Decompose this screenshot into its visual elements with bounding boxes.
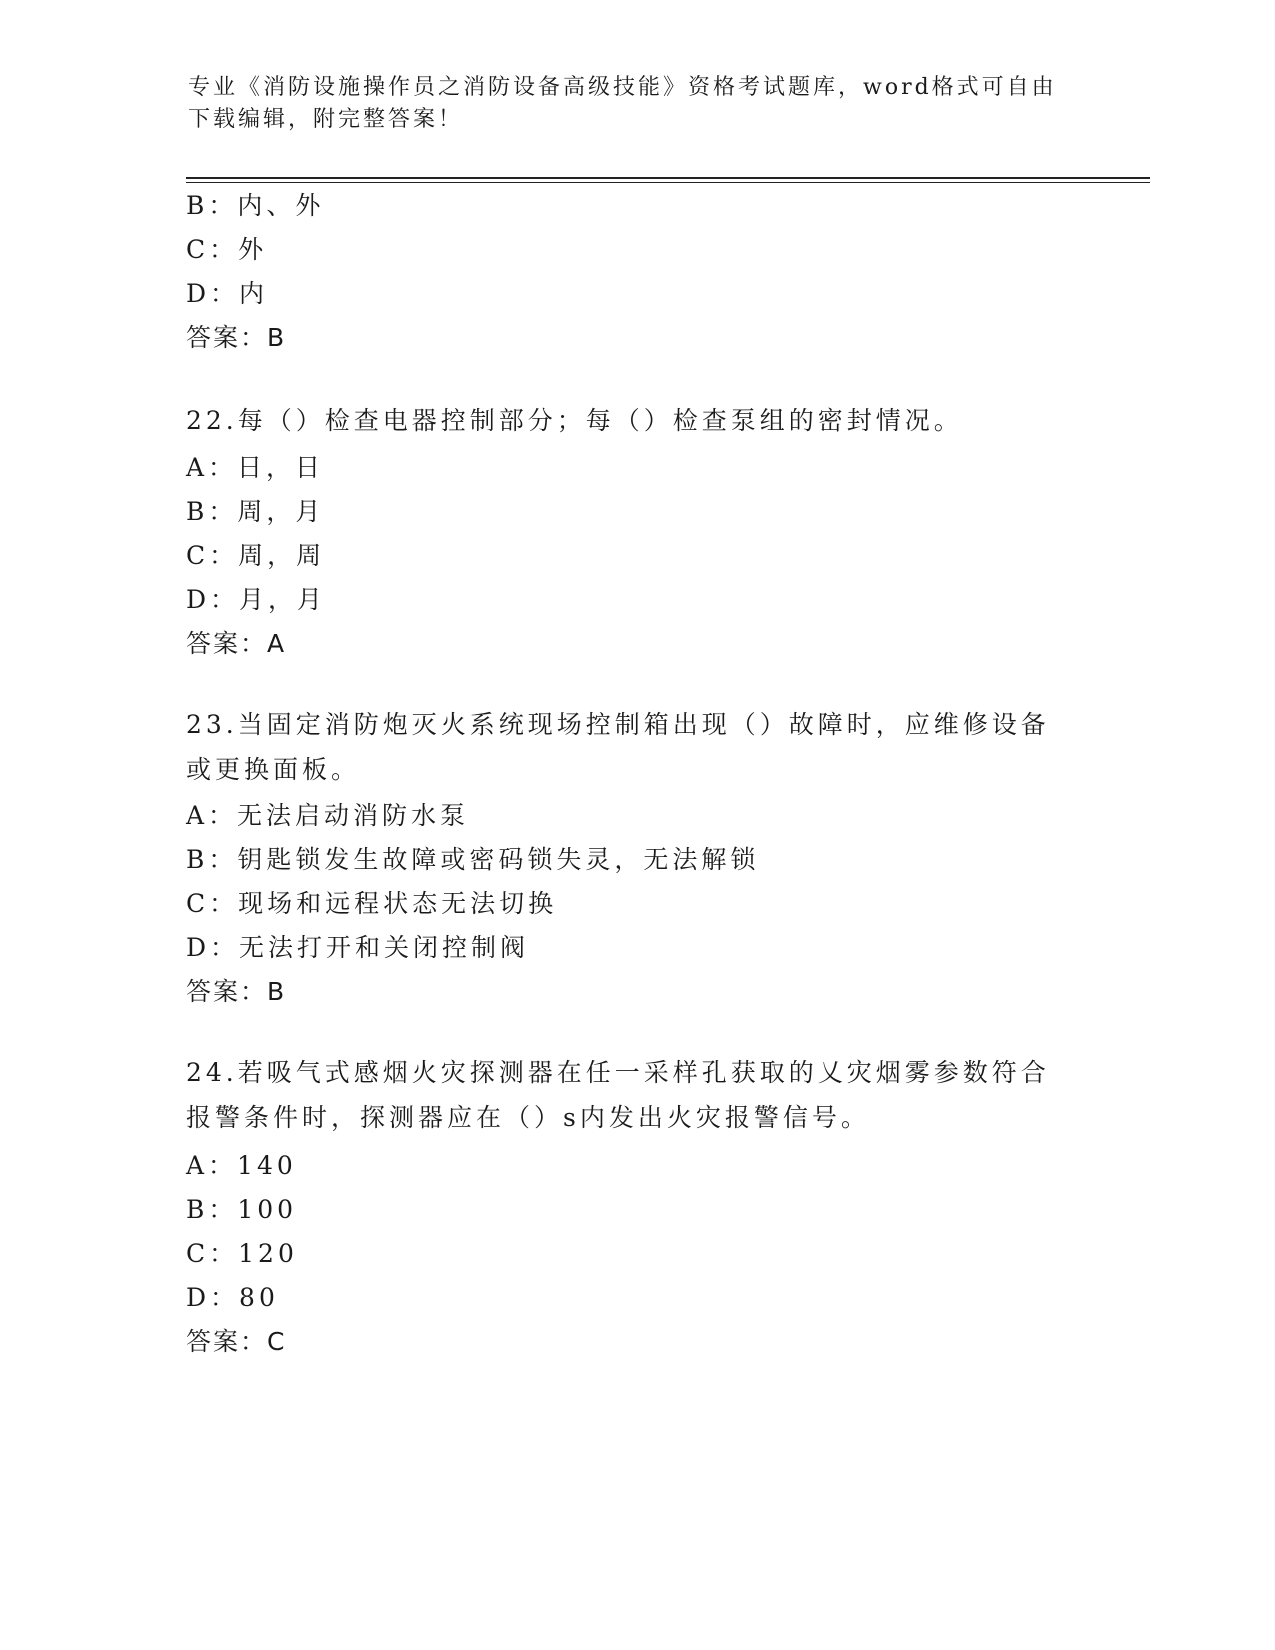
option-c: C：外: [186, 235, 268, 264]
question-23-answer: 答案：B: [186, 977, 287, 1006]
option-d: D：内: [186, 279, 269, 308]
question-22-option-a: A：日，日: [186, 453, 325, 482]
question-22-option-d: D：月，月: [186, 585, 327, 614]
document-header: 专业《消防设施操作员之消防设备高级技能》资格考试题库，word格式可自由下载编辑，附完整答案！: [188, 75, 1057, 132]
question-22-text: 22.每（）检查电器控制部分；每（）检查泵组的密封情况。: [186, 406, 963, 435]
question-23-option-d: D：无法打开和关闭控制阀: [186, 933, 530, 962]
question-24-option-d: D：80: [186, 1283, 279, 1312]
question-23-option-a: A：无法启动消防水泵: [186, 801, 470, 830]
question-23-text: 23.当固定消防炮灭火系统现场控制箱出现（）故障时，应维修设备或更换面板。: [186, 710, 1050, 784]
question-22-answer: 答案：A: [186, 629, 287, 658]
question-22-option-c: C：周，周: [186, 541, 326, 570]
question-23-option-c: C：现场和远程状态无法切换: [186, 889, 558, 918]
question-24-option-b: B：100: [186, 1195, 298, 1224]
question-23-option-b: B：钥匙锁发生故障或密码锁失灵，无法解锁: [186, 845, 760, 874]
question-24-text: 24.若吸气式感烟火灾探测器在任一采样孔获取的乂灾烟雾参数符合报警条件时，探测器应在（）s内发出火灾报警信号。: [186, 1058, 1050, 1132]
question-24-option-a: A：140: [186, 1151, 297, 1180]
question-24-option-c: C：120: [186, 1239, 298, 1268]
header-divider-thin: [186, 182, 1150, 183]
header-divider: [186, 177, 1150, 179]
answer: 答案：B: [186, 323, 287, 352]
option-b: B：内、外: [186, 191, 325, 220]
question-22-option-b: B：周，月: [186, 497, 325, 526]
question-24-answer: 答案：C: [186, 1327, 287, 1356]
